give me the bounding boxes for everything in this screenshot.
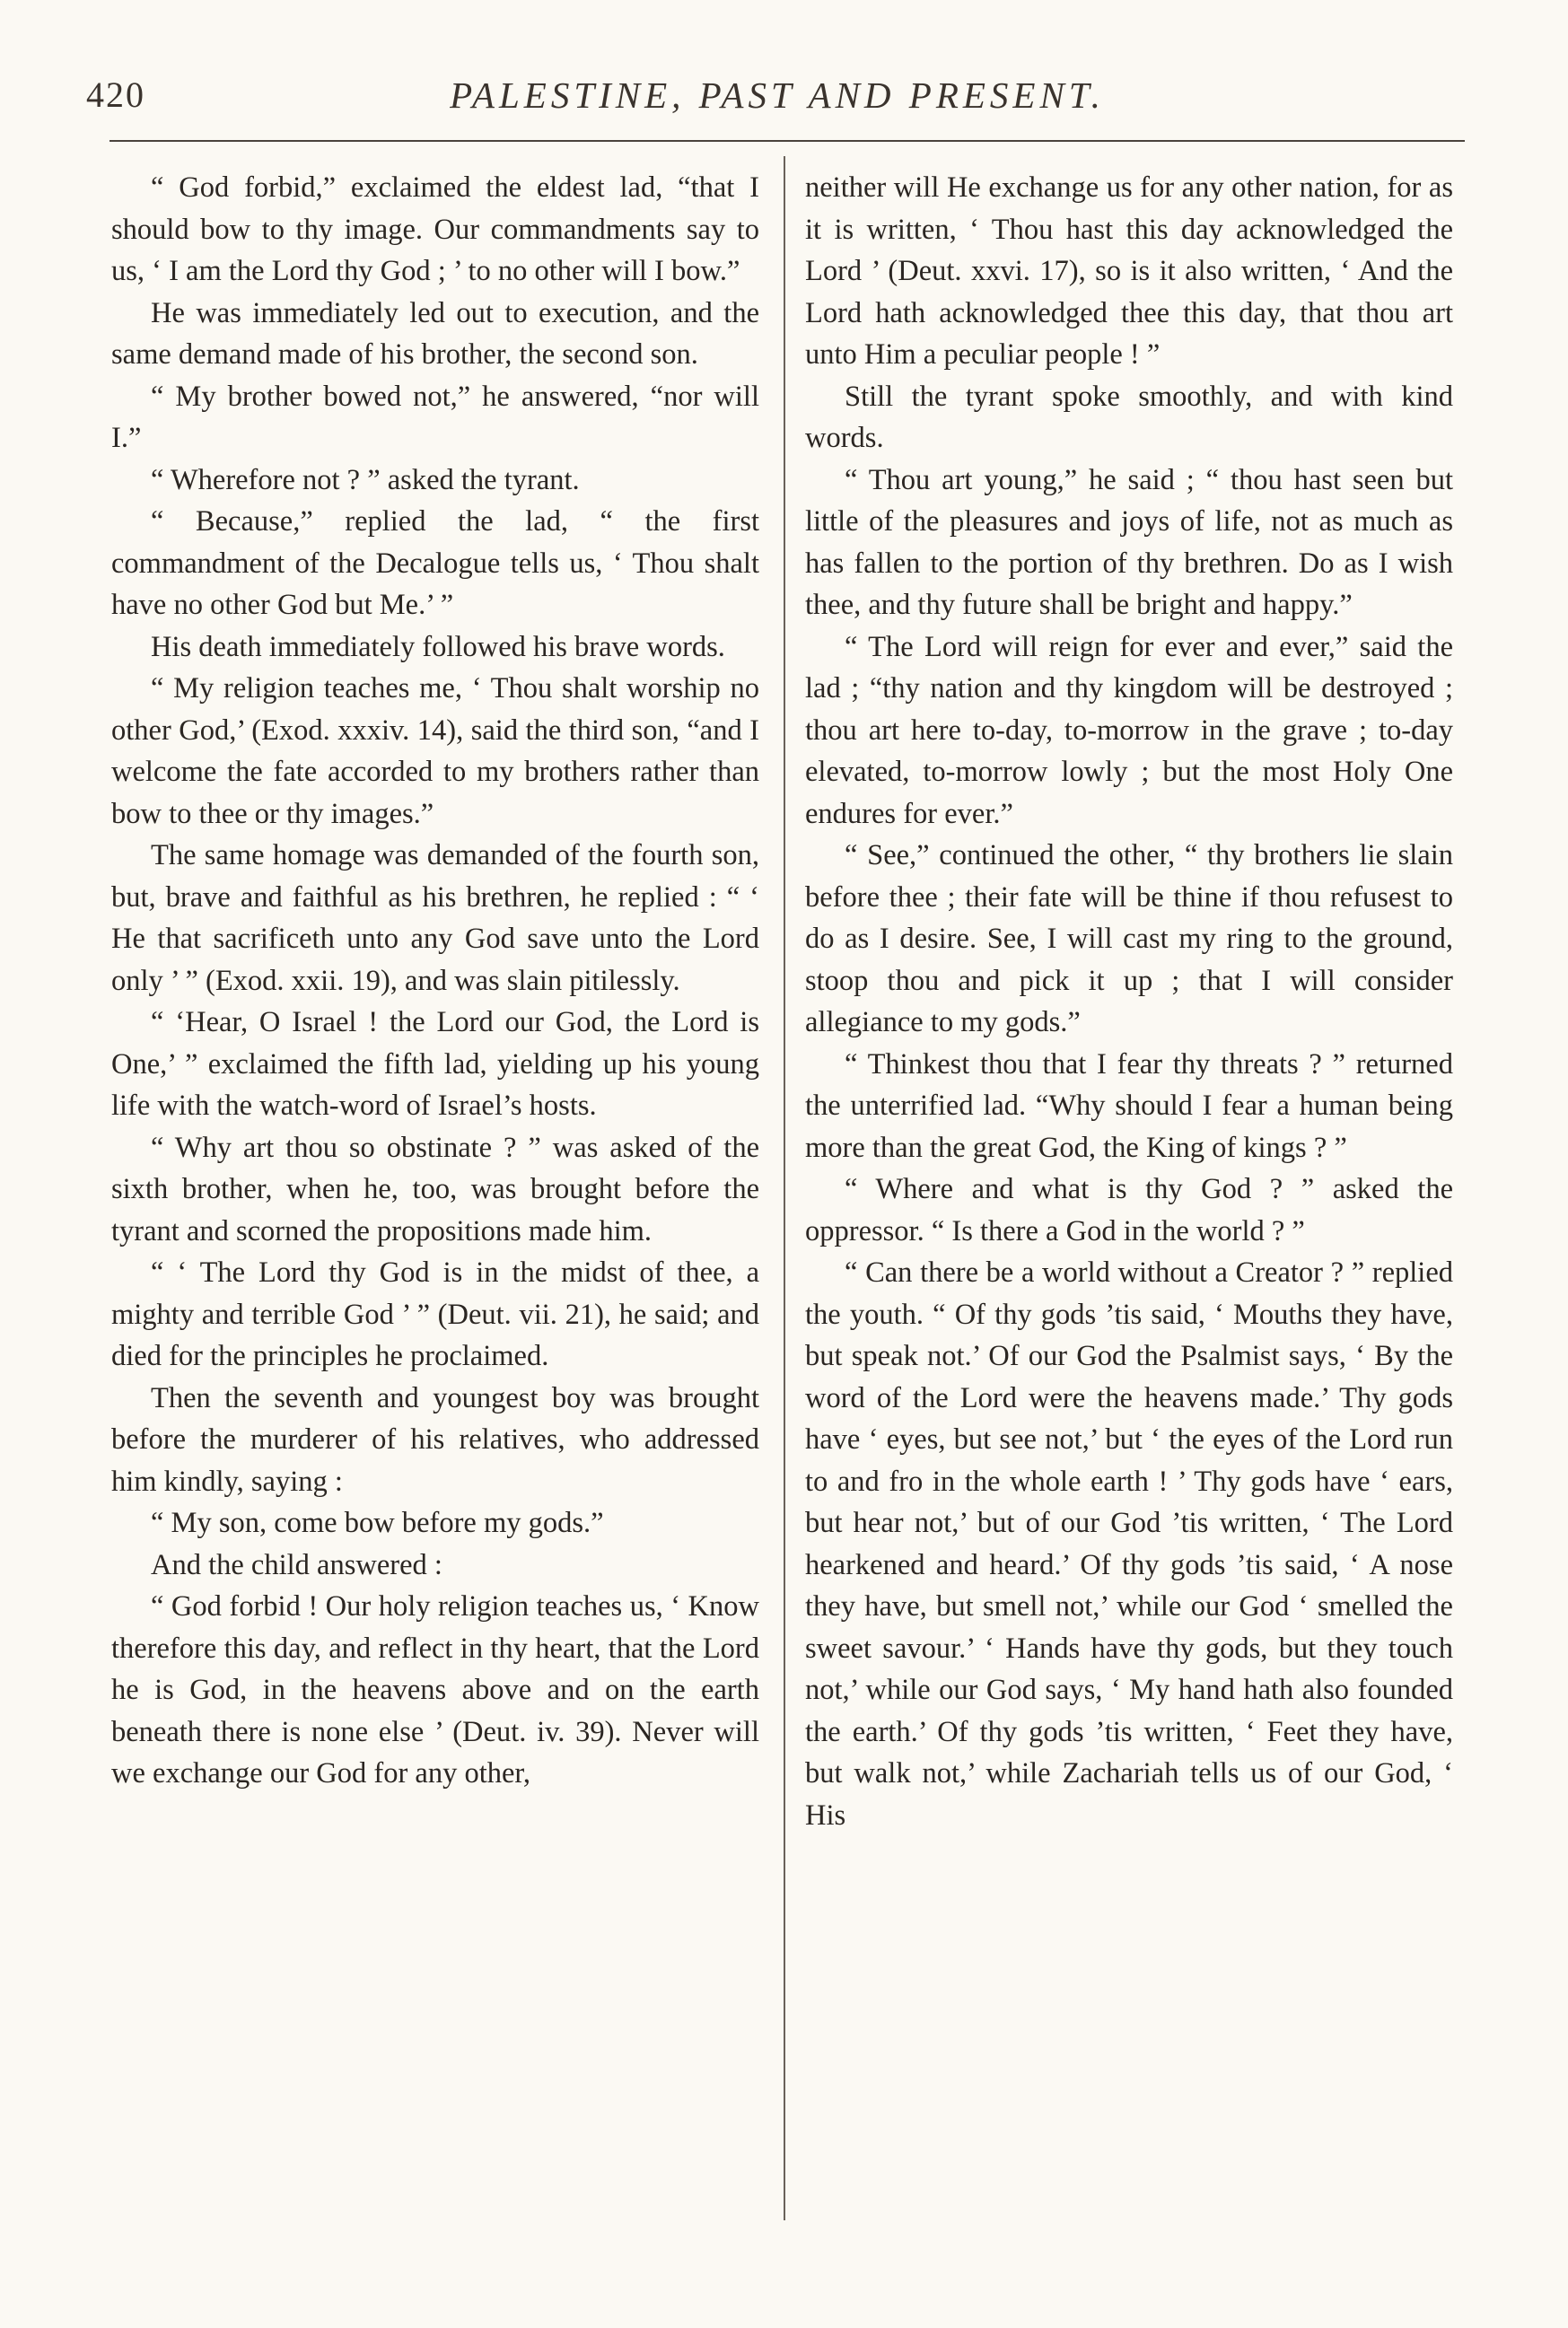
paragraph: “ God forbid ! Our holy religion teaches us, ‘ Know therefore this day, and reflect in thy heart, that the Lord he is God, in the heavens above and on the earth beneath there is none else ’ (Deut. iv. 39). Never will we exchange our God for any other,: [111, 1590, 759, 1790]
paragraph: “ ‘Hear, O Israel ! the Lord our God, the Lord is One,’ ” exclaimed the fifth lad, yielding up his young life with the watch-word of Israel’s hosts.: [111, 1006, 759, 1122]
paragraph: “ My son, come bow before my gods.”: [151, 1507, 604, 1539]
paragraph: “ Thinkest thou that I fear thy threats ? ” returned the unterrified lad. “Why should I fear a human being more than the great God, the King of kings ? ”: [805, 1047, 1453, 1164]
paragraph: “ Where and what is thy God ? ” asked the oppressor. “ Is there a God in the world ? ”: [805, 1173, 1453, 1247]
paragraph: “ Why art thou so obstinate ? ” was asked of the sixth brother, when he, too, was brought before the tyrant and scorned the propositions made him.: [111, 1131, 759, 1247]
running-title: PALESTINE, PAST AND PRESENT.: [450, 74, 1105, 116]
paragraph: Then the seventh and youngest boy was brought before the murderer of his relatives, who addressed him kindly, saying :: [111, 1381, 759, 1498]
page-number: 420: [86, 74, 145, 115]
paragraph: His death immediately followed his brave words.: [151, 630, 725, 663]
header-rule: [109, 140, 1465, 142]
paragraph: “ Can there be a world without a Creator ? ” replied the youth. “ Of thy gods ’tis said, ‘ Mouths they have, but speak not.’ Of our God the Psalmist says, ‘ By the word of the Lord were the heavens made.’ Thy gods have ‘ eyes, but see not,’ but ‘ the eyes of the Lord run to and fro in the whole earth ! ’ Thy gods have ‘ ears, but hear not,’ but of our God ’tis written, ‘ The Lord hearkened and heard.’ Of thy gods ’tis said, ‘ A nose they have, but smell not,’ while our God ‘ smelled the sweet savour.’ ‘ Hands have thy gods, but they touch not,’ while our God says, ‘ My hand hath also founded the earth.’ Of thy gods ’tis written, ‘ Feet they have, but walk not,’ while Zachariah tells us of our God, ‘ His: [805, 1256, 1453, 1832]
paragraph: “ God forbid,” exclaimed the eldest lad, “that I should bow to thy image. Our commandments say to us, ‘ I am the Lord thy God ; ’ to no other will I bow.”: [111, 171, 759, 287]
paragraph: “ Thou art young,” he said ; “ thou hast seen but little of the pleasures and joys of life, not as much as has fallen to the portion of thy brethren. Do as I wish thee, and thy future shall be bright and happy.”: [805, 463, 1453, 621]
paragraph: “ My brother bowed not,” he answered, “nor will I.”: [111, 380, 759, 454]
paragraph: “ Wherefore not ? ” asked the tyrant.: [151, 463, 580, 496]
column-divider: [784, 156, 785, 2220]
left-column: [111, 167, 759, 1795]
page-header: [86, 74, 1468, 136]
paragraph: And the child answered :: [151, 1548, 442, 1581]
paragraph: “ The Lord will reign for ever and ever,” said the lad ; “thy nation and thy kingdom will be destroyed ; thou art here to-day, to-morrow in the grave ; to-day elevated, to-morrow lowly ; but the most Holy One endures for ever.”: [805, 630, 1453, 830]
paragraph: The same homage was demanded of the fourth son, but, brave and faithful as his brethren, he replied : “ ‘ He that sacrificeth unto any God save unto the Lord only ’ ” (Exod. xxii. 19), and was slain pitilessly.: [111, 839, 759, 997]
paragraph: He was immediately led out to execution, and the same demand made of his brother, the second son.: [111, 296, 759, 371]
paragraph: “ ‘ The Lord thy God is in the midst of thee, a mighty and terrible God ’ ” (Deut. vii. 21), he said; and died for the principles he proclaimed.: [111, 1256, 759, 1372]
paragraph: “ See,” continued the other, “ thy brothers lie slain before thee ; their fate will be thine if thou refusest to do as I desire. See, I will cast my ring to the ground, stoop thou and pick it up ; that I will consider allegiance to my gods.”: [805, 839, 1453, 1038]
paragraph: “ Because,” replied the lad, “ the first commandment of the Decalogue tells us, ‘ Thou shalt have no other God but Me.’ ”: [111, 505, 759, 621]
right-column: [805, 167, 1453, 1836]
continued-paragraph: neither will He exchange us for any other nation, for as it is written, ‘ Thou hast this day acknowledged the Lord ’ (Deut. xxvi. 17), so is it also written, ‘ And the Lord hath acknowledged thee this day, that thou art unto Him a peculiar people ! ”: [805, 171, 1453, 371]
paragraph: Still the tyrant spoke smoothly, and with kind words.: [805, 380, 1453, 454]
paragraph: “ My religion teaches me, ‘ Thou shalt worship no other God,’ (Exod. xxxiv. 14), said the third son, “and I welcome the fate accorded to my brothers rather than bow to thee or thy images.”: [111, 672, 759, 830]
